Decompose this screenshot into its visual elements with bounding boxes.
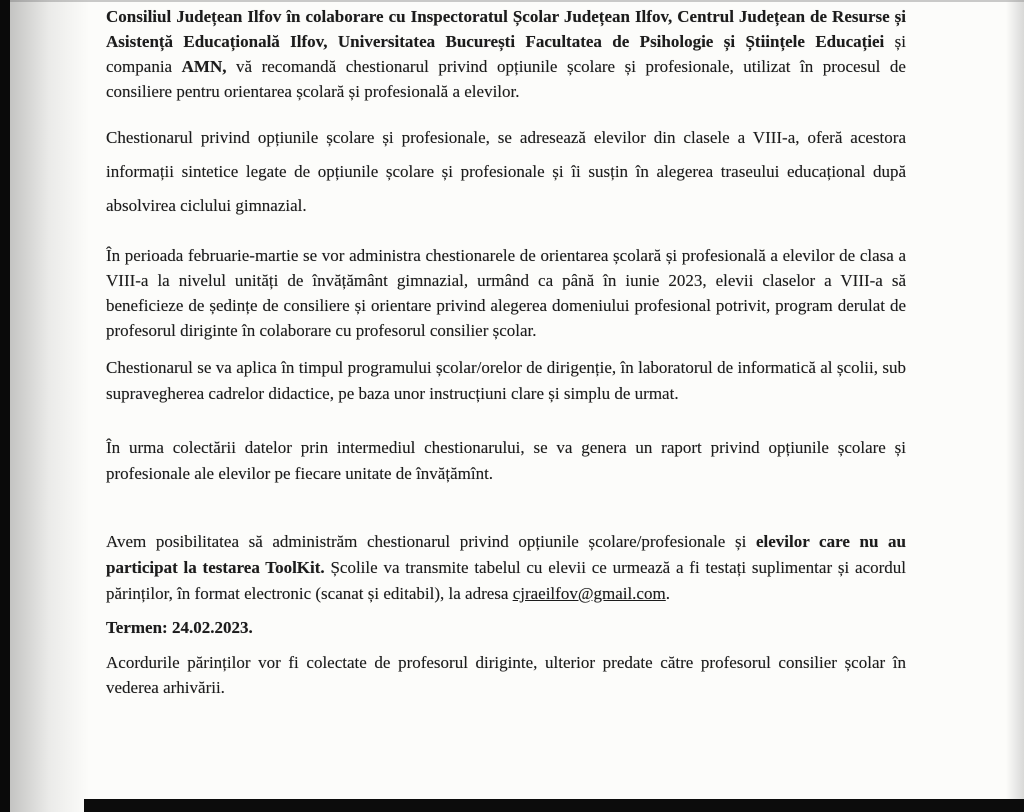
paragraph-toolkit xyxy=(106,529,906,607)
paragraph-schedule xyxy=(106,243,906,343)
text-segment: Chestionarul se va aplica în timpul programului școlar/orelor de dirigenție, în laboratorul de informatică al școlii, sub supravegherea cadrelor didactice, pe baza unor instrucțiuni clare și simplu de urmat. xyxy=(106,358,906,403)
scan-top-edge xyxy=(0,0,1024,2)
text-segment: elevilor care nu au participat la testarea ToolKit. xyxy=(106,532,906,577)
scan-left-shadow xyxy=(10,0,98,812)
text-segment: vă recomandă chestionarul privind opțiunile școlare și profesionale, utilizat în procesul de consiliere pentru orientarea școlară și profesională a elevilor. xyxy=(106,57,906,101)
text-segment: Acordurile părinților vor fi colectate de profesorul diriginte, ulterior predate către profesorul consilier școlar în vederea arhivării. xyxy=(106,653,906,697)
document-text xyxy=(106,4,906,700)
email-link[interactable]: cjraeilfov@gmail.com xyxy=(512,584,666,603)
paragraph-report xyxy=(106,435,906,487)
text-segment: . xyxy=(665,584,670,603)
paragraph-archiving xyxy=(106,650,906,700)
scan-bottom-black-edge xyxy=(84,799,1024,812)
text-segment: Avem posibilitatea să administrăm chestionarul privind opțiunile școlare/profesionale și xyxy=(106,532,756,551)
text-segment: AMN, xyxy=(181,57,227,76)
text-segment: Consiliul Județean Ilfov în colaborare cu Inspectoratul Școlar Județean Ilfov, Centrul Județean de Resurse și Asistență Educațională Ilfov, Universitatea București Facultatea de Psihologie și Științele Educației xyxy=(106,7,906,51)
scan-left-black-edge xyxy=(0,0,10,812)
paragraph-application-conditions xyxy=(106,355,906,407)
paragraph-intro xyxy=(106,4,906,104)
text-segment: În perioada februarie-martie se vor administra chestionarele de orientarea școlară și profesională a elevilor de clasa a VIII-a la nivelul unități de învățământ gimnazial, urmând ca până în iunie 2023, elevii claselor a VIII-a să beneficieze de ședințe de consiliere și orientare privind alegerea domeniului profesional potrivit, program derulat de profesorul diriginte în colaborare cu profesorul consilier școlar. xyxy=(106,246,906,340)
text-segment: Termen: 24.02.2023. xyxy=(106,618,253,637)
paragraph-deadline xyxy=(106,615,906,640)
text-segment: În urma colectării datelor prin intermediul chestionarului, se va genera un raport privind opțiunile școlare și profesionale ale elevilor pe fiecare unitate de învățămînt. xyxy=(106,438,906,483)
text-segment: și compania xyxy=(106,32,906,76)
paragraph-questionnaire-description xyxy=(106,121,906,223)
text-segment: Școlile va transmite tabelul cu elevii ce urmează a fi testați suplimentar și acordul părinților, în format electronic (scanat și editabil), la adresa xyxy=(106,558,906,603)
text-segment: Chestionarul privind opțiunile școlare și profesionale, se adresează elevilor din clasele a VIII-a, oferă acestora informații sintetice legate de opțiunile școlare și profesionale și îi susțin în alegerea traseului educațional după absolvirea ciclului gimnazial. xyxy=(106,128,906,215)
scan-right-shadow xyxy=(1006,0,1024,812)
